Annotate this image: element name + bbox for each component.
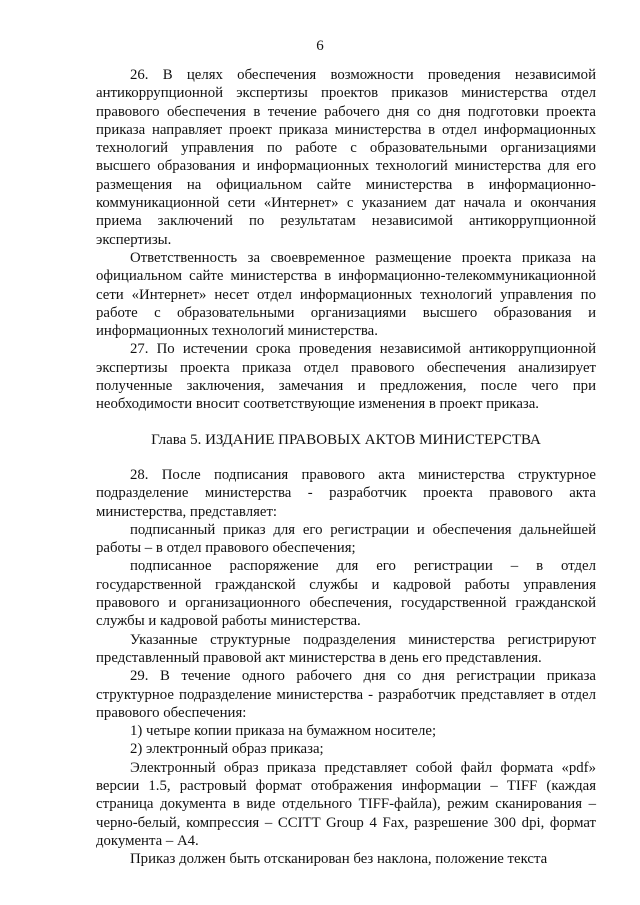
paragraph-29-format: Электронный образ приказа представляет собой файл формата «pdf» версии 1.5, растровый формат отображения информации – TIFF (каждая страница документа в виде отдельного TIFF-файла), режим сканирования – черно-белый, компрессия – CCITT Group 4 Fax, разрешение 300 dpi, формат документа – А4. [96,759,596,849]
paragraph-29-scan: Приказ должен быть отсканирован без наклона, положение текста [130,851,548,868]
list-item-electronic-image: 2) электронный образ приказа; [130,741,324,758]
paragraph-28-registration: Указанные структурные подразделения министерства регистрируют представленный правовой акт министерства в день его представления. [96,631,596,666]
document-body [96,66,596,868]
page-number: 6 [316,38,324,54]
paragraph-26: 26. В целях обеспечения возможности проведения независимой антикоррупционной экспертизы проектов приказов министерства отдел правового обеспечения в течение рабочего дня со дня подготовки проекта приказа направляет проект приказа министерства в отдел информационных технологий управления по работе с образовательными организациями высшего образования и информационных технологий министерства для его размещения на официальном сайте министерства в информационно-коммуникационной сети «Интернет» с указанием дат начала и окончания приема заключений по результатам независимой антикоррупционной экспертизы. [96,67,596,248]
paragraph-28-directive: подписанное распоряжение для его регистрации – в отдел государственной гражданской службы и кадровой работы управления правового и организационного обеспечения, государственной гражданской службы и кадровой работы министерства. [96,558,596,630]
paragraph-28: 28. После подписания правового акта министерства структурное подразделение министерства - разработчик проекта правового акта министерства, представляет: [96,466,596,520]
list-item-copies: 1) четыре копии приказа на бумажном носителе; [130,723,437,740]
paragraph-28-order: подписанный приказ для его регистрации и обеспечения дальнейшей работы – в отдел правового обеспечения; [96,521,596,557]
paragraph-29: 29. В течение одного рабочего дня со дня регистрации приказа структурное подразделение министерства - разработчик представляет в отдел правового обеспечения: [96,668,596,721]
chapter-heading: Глава 5. ИЗДАНИЕ ПРАВОВЫХ АКТОВ МИНИСТЕРСТВА [151,431,541,448]
paragraph-26-responsibility: Ответственность за своевременное размещение проекта приказа на официальном сайте министерства в информационно-телекоммуникационной сети «Интернет» несет отдел информационных технологий управления по работе с образовательными организациями высшего образования и информационных технологий министерства. [96,249,596,340]
paragraph-27: 27. По истечении срока проведения независимой антикоррупционной экспертизы проекта приказа отдел правового обеспечения анализирует полученные заключения, замечания и предложения, после чего при необходимости вносит соответствующие изменения в проект приказа. [96,341,596,413]
